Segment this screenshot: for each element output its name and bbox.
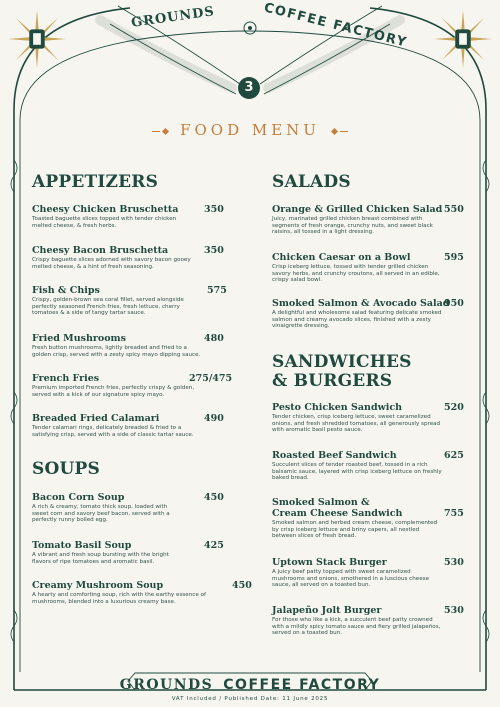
item-price: 530 (444, 605, 464, 616)
footer-logo-grounds: GROUNDS (119, 677, 214, 693)
section-title-soups: SOUPS (32, 459, 100, 479)
item-name: Fish & Chips (32, 285, 100, 296)
sun-ornament-left-icon (8, 10, 66, 68)
item-price: 350 (204, 245, 224, 256)
section-title-appetizers: APPETIZERS (32, 172, 159, 192)
item-name: French Fries (32, 373, 100, 384)
item-name: Orange & Grilled Chicken Salad (272, 204, 443, 215)
item-description: A vibrant and fresh soup bursting with the bright flavors of ripe tomatoes and aromatic basil. (32, 552, 169, 565)
menu-item (32, 580, 252, 605)
item-name: Cheesy Chicken Bruschetta (32, 204, 179, 215)
menu-item (272, 252, 472, 284)
item-name: Bacon Corn Soup (32, 492, 125, 503)
item-price: 450 (204, 492, 224, 503)
item-price: 275/475 (189, 373, 233, 384)
menu-title: FOOD MENU (180, 121, 320, 139)
menu-title-row (0, 121, 500, 139)
item-description: Succulent slices of tender roasted beef, tossed in a rich balsamic sauce, layered with crisp iceberg lettuce on freshly baked bread. (272, 462, 442, 482)
item-price: 425 (204, 540, 224, 551)
section-title-sandwiches (272, 353, 412, 391)
section-title-line: & BURGERS (272, 371, 393, 391)
item-description: Premium imported French fries, perfectly crispy & golden, served with a kick of our signature spicy mayo. (32, 385, 195, 398)
item-description: Crispy, golden-brown sea coral fillet, served alongside perfectly seasoned French fries, fresh lettuce, cherry tomatoes & a side of tangy tartar sauce. (32, 297, 184, 317)
diamond-icon (331, 127, 338, 134)
section-title-salads: SALADS (272, 172, 351, 192)
menu-item (272, 557, 472, 589)
item-price: 520 (444, 402, 464, 413)
item-name: Fried Mushrooms (32, 333, 126, 344)
title-dash-right (340, 131, 348, 132)
item-name-line: Cream Cheese Sandwich (272, 508, 403, 519)
menu-item (32, 540, 222, 565)
menu-item (272, 204, 472, 236)
item-name: Tomato Basil Soup (32, 540, 132, 551)
header-logo-grounds: GROUNDS (130, 4, 216, 31)
item-price: 755 (444, 508, 464, 519)
menu-item (32, 245, 222, 270)
item-description: Smoked salmon and herbed cream cheese, complemented by crisp iceberg lettuce and briny capers, all nestled between slices of fresh bread. (272, 520, 438, 540)
item-description: Tender chicken, crisp iceberg lettuce, sweet caramelized onions, and fresh shredded tomatoes, all generously spread with aromatic basil pesto sauce. (272, 414, 441, 434)
item-price: 550 (444, 204, 464, 215)
menu-item (32, 285, 227, 317)
menu-item (32, 492, 222, 524)
item-name: Uptown Stack Burger (272, 557, 387, 568)
section-title-line: SANDWICHES (272, 352, 412, 372)
item-price: 450 (232, 580, 252, 591)
footer-note: VAT Included / Published Date: 11 June 2025 (171, 696, 329, 702)
item-price: 530 (444, 557, 464, 568)
menu-item (272, 497, 472, 540)
item-description: Toasted baguette slices topped with tender chicken melted cheese, & fresh herbs. (32, 216, 177, 229)
title-dash-left (152, 131, 160, 132)
header-logo-coffee-factory: COFFEE FACTORY (262, 0, 409, 51)
menu-item (32, 373, 233, 398)
item-price: 350 (204, 204, 224, 215)
item-name: Breaded Fried Calamari (32, 413, 160, 424)
item-name: Cheesy Bacon Bruschetta (32, 245, 169, 256)
menu-item (272, 298, 472, 330)
menu-item (32, 333, 222, 358)
item-description: A rich & creamy, tomato thick soup, loaded with sweet corn and savory beef bacon, served with a perfectly runny boiled egg. (32, 504, 170, 524)
item-name: Chicken Caesar on a Bowl (272, 252, 411, 263)
item-name: Roasted Beef Sandwich (272, 450, 397, 461)
item-price: 950 (444, 298, 464, 309)
item-description: A hearty and comforting soup, rich with the earthy essence of mushrooms, blended into a luxurious creamy base. (32, 592, 206, 605)
item-price: 575 (207, 285, 227, 296)
diamond-icon (162, 127, 169, 134)
footer-logo-coffee-factory: COFFEE FACTORY (223, 677, 381, 693)
item-price: 595 (444, 252, 464, 263)
item-description: For those who like a kick, a succulent beef patty crowned with a mildly spicy tomato sauce and fiery grilled jalapeños, served on a toasted bun. (272, 617, 441, 637)
item-name: Smoked Salmon & Avocado Salad (272, 298, 450, 309)
page-number-badge: 3 (238, 77, 260, 99)
menu-item (32, 413, 222, 438)
item-description: Tender calamari rings, delicately breaded & fried to a satisfying crisp, served with a side of classic tartar sauce. (32, 425, 194, 438)
menu-item (32, 204, 222, 229)
item-description: A juicy beef patty topped with sweet caramelized mushrooms and onions, smothered in a luscious cheese sauce, all served on a toasted bun. (272, 569, 430, 589)
menu-item (272, 402, 472, 434)
item-description: Crisp iceberg lettuce, tossed with tender grilled chicken savory herbs, and crunchy croutons, all served in an edible, crispy salad bowl. (272, 264, 440, 284)
item-description: Juicy, marinated grilled chicken breast combined with segments of fresh orange, crunchy nuts, and sweet black raisins, all tossed in a light dressing. (272, 216, 433, 236)
item-description: A delightful and wholesome salad featuring delicate smoked salmon and creamy avocado slices, finished with a zesty vinaigrette dressing. (272, 310, 442, 330)
menu-item (272, 450, 472, 482)
sun-ornament-right-icon (434, 10, 492, 68)
item-name: Creamy Mushroom Soup (32, 580, 164, 591)
footer-logo (0, 677, 500, 693)
item-description: Fresh button mushrooms, lightly breaded and fried to a golden crisp, served with a zesty spicy mayo dipping sauce. (32, 345, 201, 358)
item-description: Crispy baguette slices adorned with savory bacon gooey melted cheese, & a hint of fresh seasoning. (32, 257, 191, 270)
item-name-line: Smoked Salmon & (272, 497, 370, 508)
item-name: Pesto Chicken Sandwich (272, 402, 403, 413)
menu-item (272, 605, 472, 637)
item-name: Jalapeño Jolt Burger (272, 605, 382, 616)
item-price: 480 (204, 333, 224, 344)
item-price: 490 (204, 413, 224, 424)
item-price: 625 (444, 450, 464, 461)
